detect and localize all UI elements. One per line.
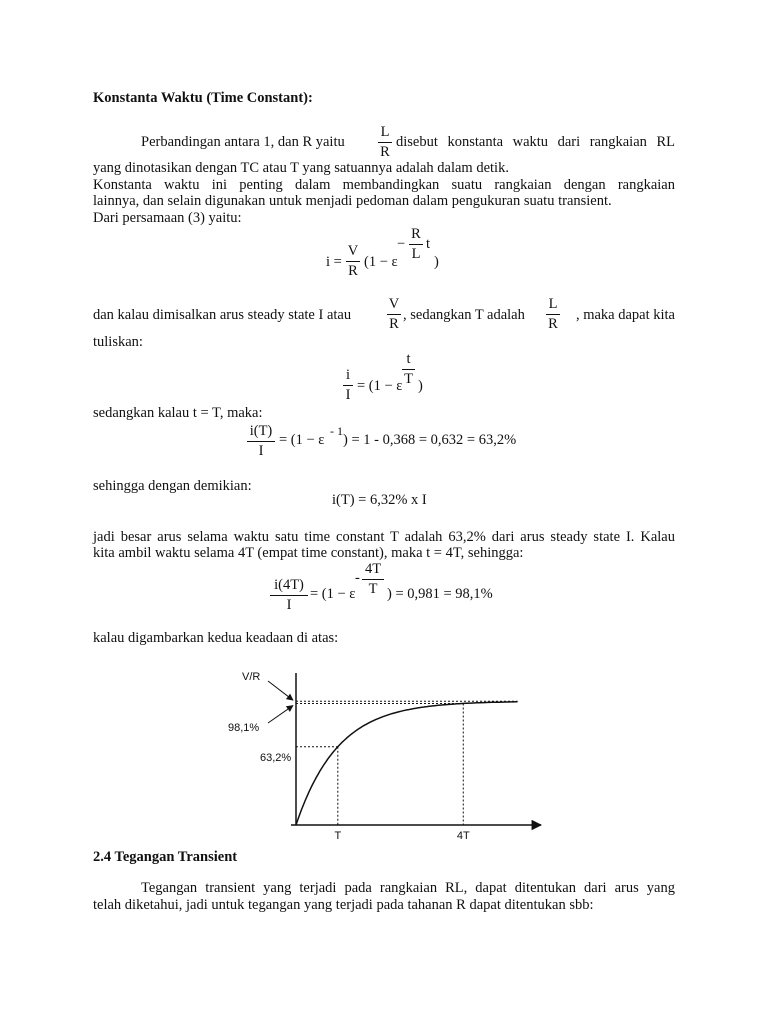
paragraph-text: lainnya, dan selain digunakan untuk menjadi pedoman dalam pengukuran suatu transient. bbox=[93, 193, 612, 209]
fraction-denominator: R bbox=[389, 316, 399, 332]
fraction-denominator: T bbox=[368, 581, 378, 597]
fraction-i4T-over-I bbox=[270, 577, 308, 614]
paragraph-text: disebut konstanta waktu dari rangkaian RL bbox=[396, 134, 675, 150]
exponent-sign: − bbox=[397, 236, 406, 252]
y-label-98: 98,1% bbox=[228, 722, 260, 734]
x-label-4T: 4T bbox=[456, 830, 470, 842]
exponent-fraction-4T-over-T bbox=[362, 561, 384, 598]
exponent: - 1 bbox=[330, 424, 343, 438]
paragraph-text: sedangkan kalau t = T, maka: bbox=[93, 405, 263, 421]
equation-part: = (1 − ε bbox=[310, 586, 356, 602]
paragraph-text: Perbandingan antara 1, dan R yaitu bbox=[141, 134, 345, 150]
exponent-fraction-t-over-T bbox=[402, 351, 415, 388]
paragraph-text: yang dinotasikan dengan TC atau T yang satuannya adalah dalam detik. bbox=[93, 160, 509, 176]
fraction-numerator: i(T) bbox=[249, 423, 273, 439]
fraction-denominator: I bbox=[345, 387, 351, 403]
fraction-v-over-r bbox=[346, 243, 360, 280]
fraction-denominator: I bbox=[286, 597, 292, 613]
exponent-sign: - bbox=[355, 570, 360, 586]
fraction-numerator: 4T bbox=[364, 561, 382, 577]
pointer-arrow bbox=[268, 706, 293, 723]
y-label-63: 63,2% bbox=[260, 752, 292, 764]
equation-part: ) = 1 - 0,368 = 0,632 = 63,2% bbox=[343, 432, 517, 448]
equation-part: ) bbox=[434, 254, 439, 270]
paragraph-text: , sedangkan T adalah bbox=[403, 307, 525, 323]
fraction-denominator: R bbox=[380, 144, 390, 160]
y-label-vr: V/R bbox=[242, 671, 261, 683]
paragraph-text: Konstanta waktu ini penting dalam membandingkan suatu rangkaian dengan rangkaian bbox=[93, 177, 675, 193]
fraction-denominator: R bbox=[548, 316, 558, 332]
paragraph-text: Tegangan transient yang terjadi pada rangkaian RL, dapat ditentukan dari arus yang bbox=[141, 880, 675, 896]
fraction-numerator: t bbox=[406, 351, 411, 367]
paragraph-text: , maka dapat kita bbox=[575, 307, 675, 323]
exponent-fraction-r-over-l bbox=[409, 226, 423, 263]
fraction-numerator: L bbox=[380, 124, 390, 140]
fraction-denominator: R bbox=[348, 263, 358, 279]
fraction-numerator: V bbox=[388, 296, 400, 312]
fraction-l-over-r bbox=[546, 296, 560, 333]
fraction-numerator: i(4T) bbox=[274, 577, 304, 593]
paragraph-text: tuliskan: bbox=[93, 334, 143, 350]
paragraph-text: telah diketahui, jadi untuk tegangan yang terjadi pada tahanan R dapat ditentukan sbb: bbox=[93, 897, 594, 913]
fraction-numerator: i bbox=[345, 367, 351, 383]
paragraph-text: dan kalau dimisalkan arus steady state I atau bbox=[93, 307, 352, 323]
fraction-denominator: I bbox=[258, 443, 264, 459]
exponent-t: t bbox=[426, 236, 431, 252]
series-line bbox=[296, 702, 518, 825]
equation-part: = (1 − ε bbox=[357, 378, 403, 394]
fraction-denominator: T bbox=[404, 371, 413, 387]
equation-lhs: i = bbox=[326, 254, 342, 270]
transient-current-chart bbox=[220, 665, 550, 855]
section-heading-transient-voltage: 2.4 Tegangan Transient bbox=[93, 849, 238, 865]
fraction-i-over-I bbox=[343, 367, 353, 404]
fraction-numerator: V bbox=[347, 243, 359, 259]
fraction-numerator: R bbox=[411, 226, 421, 242]
paragraph-text: Dari persamaan (3) yaitu: bbox=[93, 210, 242, 226]
equation-part: ) bbox=[418, 378, 423, 394]
fraction-numerator: L bbox=[548, 296, 558, 312]
pointer-arrow bbox=[268, 681, 293, 700]
equation-part: ) = 0,981 = 98,1% bbox=[387, 586, 493, 602]
fraction-denominator: L bbox=[411, 246, 421, 262]
paragraph-text: kita ambil waktu selama 4T (empat time constant), maka t = 4T, sehingga: bbox=[93, 545, 524, 561]
fraction-v-over-r bbox=[387, 296, 401, 333]
paragraph-text: kalau digambarkan kedua keadaan di atas: bbox=[93, 630, 339, 646]
equation-part: (1 − ε bbox=[364, 254, 398, 270]
equation-part: = (1 − ε bbox=[279, 432, 325, 448]
equation-result: i(T) = 6,32% x I bbox=[332, 492, 427, 508]
section-heading-time-constant: Konstanta Waktu (Time Constant): bbox=[93, 90, 313, 106]
paragraph-text: jadi besar arus selama waktu satu time constant T adalah 63,2% dari arus steady state I. Kalau bbox=[93, 529, 675, 545]
x-label-T: T bbox=[334, 830, 342, 842]
paragraph-text: sehingga dengan demikian: bbox=[93, 478, 252, 494]
fraction-l-over-r bbox=[378, 124, 392, 161]
fraction-iT-over-I bbox=[247, 423, 275, 460]
